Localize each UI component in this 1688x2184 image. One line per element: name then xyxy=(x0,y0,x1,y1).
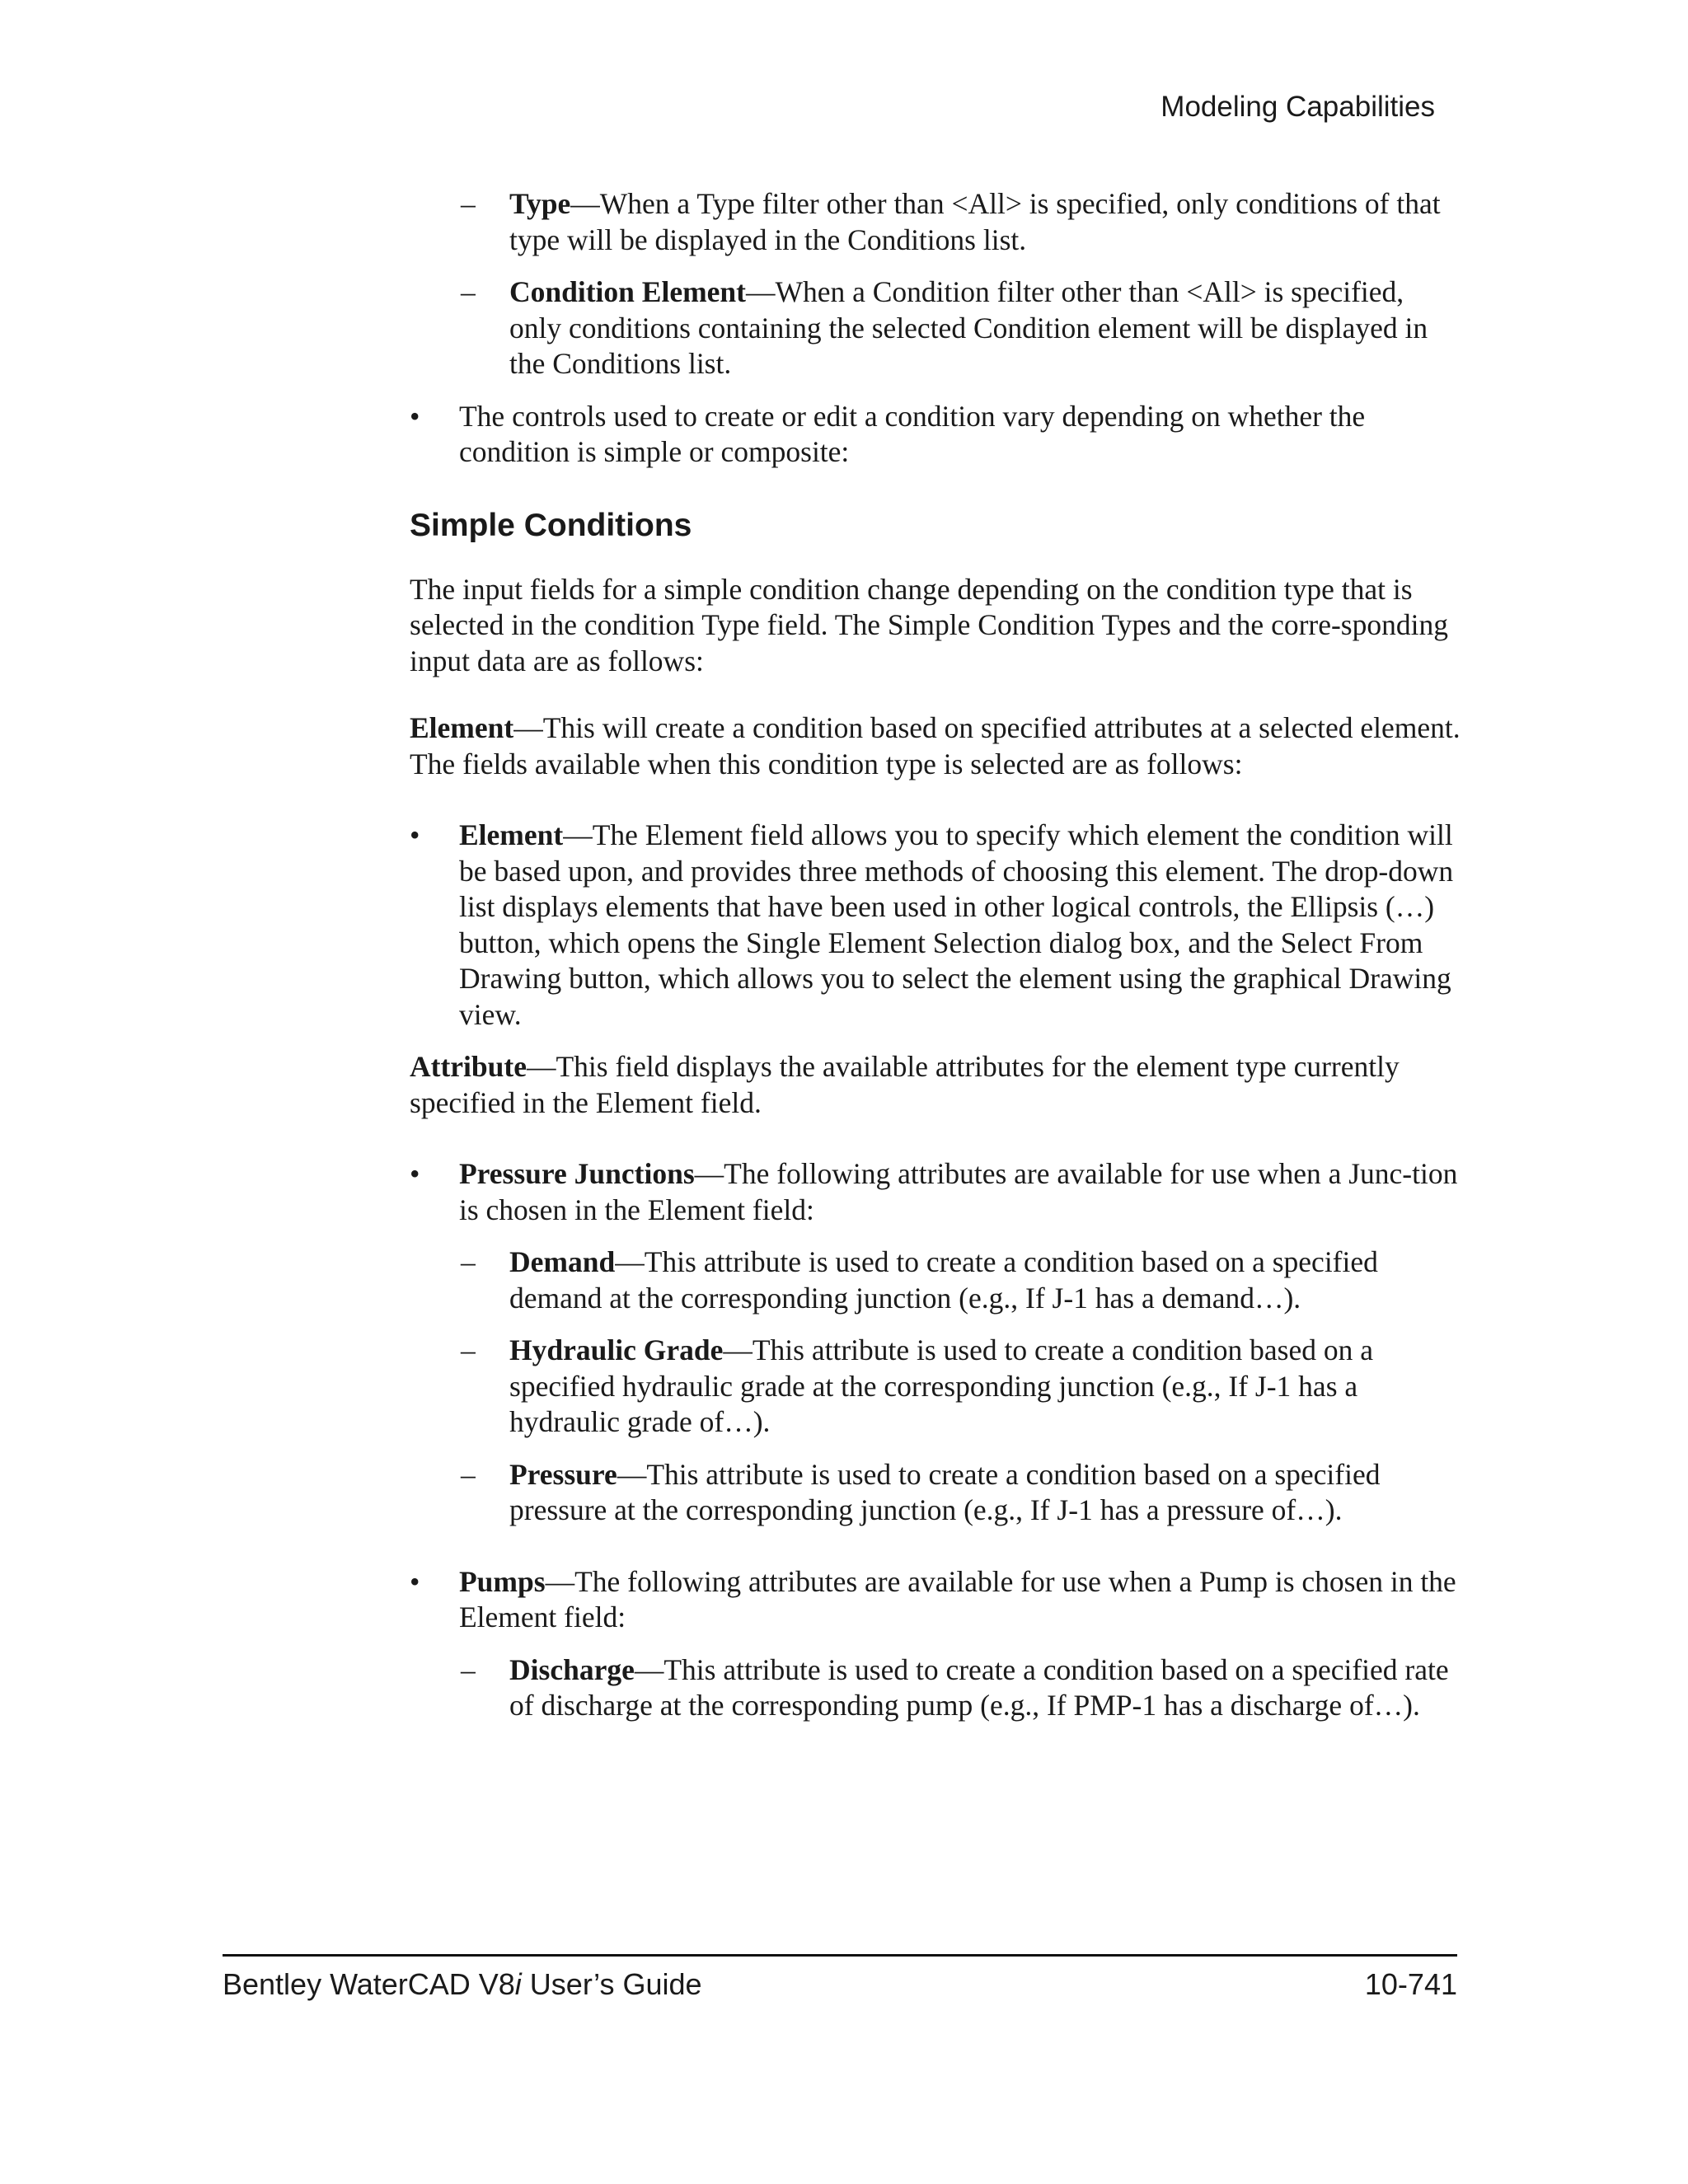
footer-guide-suffix: User’s Guide xyxy=(521,1967,702,2001)
bullet-marker: • xyxy=(410,1564,420,1598)
term-pressure-junctions: Pressure Junctions xyxy=(459,1157,695,1190)
running-header: Modeling Capabilities xyxy=(1160,91,1435,123)
demand-text: —This attribute is used to create a condition based on a specified demand at the corresponding junction (e.g., If J-1 has a demand…). xyxy=(509,1245,1378,1315)
footer-guide-title xyxy=(223,1966,702,2003)
term-demand: Demand xyxy=(509,1245,616,1278)
dash-marker: – xyxy=(461,1245,476,1278)
sub-bullet-discharge xyxy=(410,1652,1461,1724)
term-pumps: Pumps xyxy=(459,1564,546,1598)
condition-element-text: —When a Condition filter other than <All> is specified, only conditions containing the selected Condition element will be displayed in the Conditions list. xyxy=(509,275,1428,380)
controls-vary-text: The controls used to create or edit a condition vary depending on whether the condition is simple or composite: xyxy=(459,399,1366,468)
dash-marker: – xyxy=(461,1652,476,1686)
element-paragraph xyxy=(410,710,1461,782)
footer-guide-prefix: Bentley WaterCAD V8 xyxy=(223,1967,515,2001)
term-condition-element: Condition Element xyxy=(509,275,746,308)
sub-bullet-condition-element xyxy=(410,274,1461,382)
bullet-marker: • xyxy=(410,818,420,851)
attribute-paragraph xyxy=(410,1049,1461,1121)
term-type: Type xyxy=(509,187,571,220)
dash-marker: – xyxy=(461,1333,476,1366)
term-attribute: Attribute xyxy=(410,1050,527,1083)
element-paragraph-text: —This will create a condition based on specified attributes at a selected element. The fields available when this condition type is selected are as follows: xyxy=(410,711,1461,780)
bullet-pumps xyxy=(410,1564,1461,1636)
bullet-marker: • xyxy=(410,1157,420,1190)
term-discharge: Discharge xyxy=(509,1652,635,1686)
bullet-marker: • xyxy=(410,399,420,433)
footer-guide-italic: i xyxy=(514,1967,522,2001)
element-field-text: —The Element field allows you to specify which element the condition will be based upon, and provides three methods of choosing this element. The drop-down list displays elements that have been used in other logical controls, the Ellipsis (…) button, which opens the Single Element Selection dialog box, and the Select From Drawing button, which allows you to select the element using the graphical Drawing view. xyxy=(459,818,1454,1031)
page-body xyxy=(410,186,1461,1741)
page-number: 10-741 xyxy=(1364,1967,1457,2001)
bullet-element-field xyxy=(410,818,1461,1033)
pumps-text: —The following attributes are available for use when a Pump is chosen in the Element field: xyxy=(459,1564,1456,1633)
sub-bullet-demand xyxy=(410,1244,1461,1316)
dash-marker: – xyxy=(461,1457,476,1491)
term-element: Element xyxy=(410,711,514,744)
bullet-pressure-junctions xyxy=(410,1156,1461,1228)
term-element: Element xyxy=(459,818,564,851)
dash-marker: – xyxy=(461,187,476,220)
discharge-text: —This attribute is used to create a condition based on a specified rate of discharge at the corresponding pump (e.g., If PMP-1 has a discharge of…). xyxy=(509,1652,1449,1722)
type-filter-text: —When a Type filter other than <All> is specified, only conditions of that type will be displayed in the Conditions list. xyxy=(509,187,1441,256)
simple-conditions-intro: The input fields for a simple condition change depending on the condition type that is selected in the condition Type field. The Simple Condition Types and the corre-sponding input data are as follows: xyxy=(410,572,1448,677)
bullet-controls-vary xyxy=(410,399,1461,471)
dash-marker: – xyxy=(461,275,476,308)
footer-rule xyxy=(223,1954,1457,1957)
term-pressure: Pressure xyxy=(509,1457,617,1491)
sub-bullet-hydraulic-grade xyxy=(410,1333,1461,1441)
term-hydraulic-grade: Hydraulic Grade xyxy=(509,1333,724,1366)
hydraulic-grade-text: —This attribute is used to create a condition based on a specified hydraulic grade at the corresponding junction (e.g., If J-1 has a hydraulic grade of…). xyxy=(509,1333,1374,1438)
attribute-paragraph-text: —This field displays the available attributes for the element type currently specified in the Element field. xyxy=(410,1050,1400,1119)
sub-bullet-type-filter xyxy=(410,186,1461,258)
section-heading-simple-conditions: Simple Conditions xyxy=(410,507,692,543)
pressure-junctions-text: —The following attributes are available for use when a Junc-tion is chosen in the Element field: xyxy=(459,1157,1458,1226)
pressure-text: —This attribute is used to create a condition based on a specified pressure at the corresponding junction (e.g., If J-1 has a pressure of…). xyxy=(509,1457,1381,1526)
sub-bullet-pressure xyxy=(410,1457,1461,1529)
